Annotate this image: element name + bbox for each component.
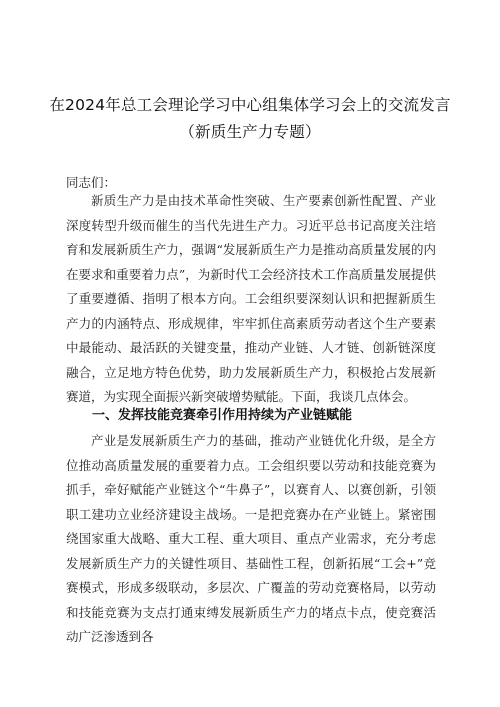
section-heading: 一、发挥技能竞赛牵引作用持续为产业链赋能 bbox=[92, 408, 353, 423]
body-paragraph: 新质生产力是由技术革命性突破、生产要素创新性配置、产业深度转型升级而催生的当代先进生产力。习近平总书记高度关注培育和发展新质生产力，强调“发展新质生产力是推动高质量发展的内在要求和重要着力点”，为新时代工会经济技术工作高质量发展提供了重要遵循、指明了根本方向。工会组织要深刻认识和把握新质生产力的内涵特点、形成规律，牢牢抓住高素质劳动者这个生产要素中最能动、最活跃的关键变量，推动产业链、人才链、创新链深度融合，立足地方特色优势，助力发展新质生产力，积极抢占发展新赛道，为实现全面振兴新突破增势赋能。下面，我谈几点体会。 bbox=[66, 193, 436, 404]
body-paragraph: 产业是发展新质生产力的基础，推动产业链优化升级，是全方位推动高质量发展的重要着力点。工会组织要以劳动和技能竞赛为抓手，牵好赋能产业链这个“牛鼻子”，以赛育人、以赛创新，引领职工建功立业经济建设主战场。一是把竞赛办在产业链上。紧密围绕国家重大战略、重大工程、重大项目、重点产业需求，充分考虑发展新质生产力的关键性项目、基础性工程，创新拓展“工会+”竞赛模式，形成多级联动，多层次、广覆盖的劳动竞赛格局，以劳动和技能竞赛为支点打通束缚发展新质生产力的堵点卡点，使竞赛活动广泛渗透到各 bbox=[66, 433, 436, 644]
document-title: 在2024年总工会理论学习中心组集体学习会上的交流发言 bbox=[49, 96, 451, 114]
salutation: 同志们： bbox=[66, 175, 117, 190]
document-subtitle: （新质生产力专题） bbox=[179, 123, 321, 141]
